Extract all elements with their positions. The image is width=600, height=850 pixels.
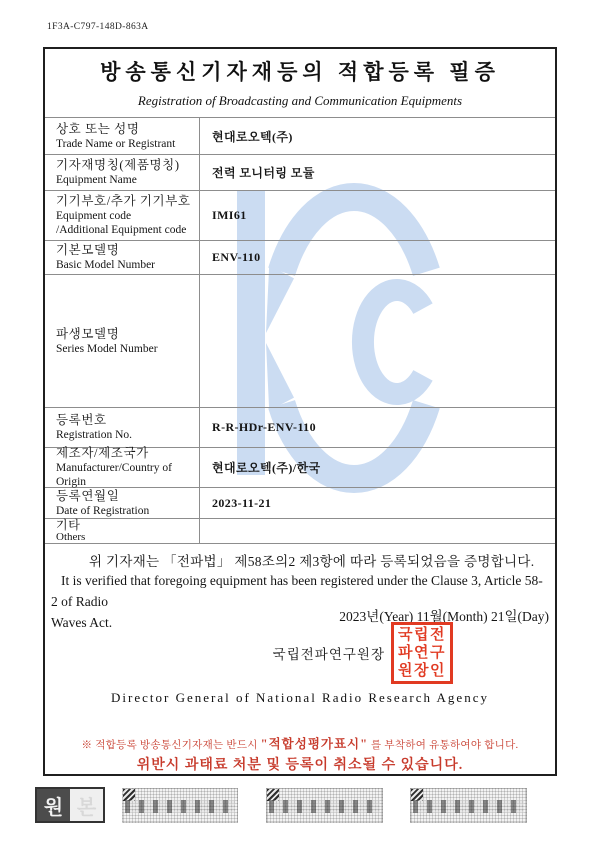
field-value: 현대로오텍(주)/한국 <box>212 461 321 475</box>
notice-line1-suffix: 를 부착하여 유통하여야 합니다. <box>368 740 519 751</box>
compliance-notice <box>45 734 555 774</box>
security-strip <box>122 788 238 823</box>
original-stamp-box <box>35 787 105 823</box>
registration-table <box>45 117 555 544</box>
field-label-en: Basic Model Number <box>56 259 156 272</box>
seal-line: 국립전 <box>398 627 446 643</box>
registration-date-line: 2023년(Year) 11월(Month) 21일(Day) <box>339 609 549 624</box>
field-value: IMI61 <box>212 208 247 222</box>
table-row <box>45 154 555 190</box>
field-label-en: Manufacturer/Country of Origin <box>56 462 172 488</box>
field-label-ko: 등록연월일 <box>56 488 120 503</box>
field-label-cell <box>45 191 200 240</box>
field-label-cell <box>45 448 200 487</box>
security-strip <box>410 788 527 823</box>
field-label-ko: 기본모델명 <box>56 243 120 258</box>
field-value: R-R-HDr-ENV-110 <box>212 420 316 434</box>
field-label-ko: 제조자/제조국가 <box>56 446 149 461</box>
notice-line1-emphasis: "적합성평가표시" <box>260 737 369 751</box>
field-label-en: Date of Registration <box>56 504 150 517</box>
field-value <box>200 275 555 407</box>
field-label-en: Registration No. <box>56 429 133 442</box>
field-value: 2023-11-21 <box>212 495 272 510</box>
field-label-ko: 기타 <box>56 517 81 532</box>
field-value: ENV-110 <box>212 250 261 264</box>
original-stamp-left-char: 원 <box>37 789 70 821</box>
field-label-cell <box>45 408 200 447</box>
table-row <box>45 117 555 154</box>
table-row <box>45 518 555 543</box>
field-label-ko: 상호 또는 성명 <box>56 121 140 136</box>
certificate-frame <box>43 47 557 776</box>
field-label-cell <box>45 241 200 274</box>
field-label-ko: 기자재명칭(제품명칭) <box>56 158 180 173</box>
table-row <box>45 274 555 407</box>
table-row <box>45 407 555 447</box>
official-seal <box>391 622 453 684</box>
table-row <box>45 190 555 240</box>
signature-row <box>273 622 453 684</box>
statement-en-line1: It is verified that foregoing equipment has been registered under the Clause 3, Article 58-2 of Radio <box>51 573 543 609</box>
field-label-cell <box>45 155 200 190</box>
page-subtitle: Registration of Broadcasting and Communication Equipments <box>137 93 463 108</box>
notice-line1-prefix: ※ 적합등록 방송통신기자재는 반드시 <box>81 740 261 751</box>
document-serial-code: 1F3A-C797-148D-863A <box>47 22 149 32</box>
agency-name-ko: 국립전파연구원장 <box>272 647 385 662</box>
field-label-en: Equipment code <box>56 210 132 223</box>
field-label-ko: 파생모델명 <box>56 326 120 341</box>
certification-statement-ko: 위 기자재는 「전파법」 제58조의2 제3항에 따라 등록되었음을 증명합니다. <box>89 554 535 569</box>
field-label-en: Trade Name or Registrant <box>56 137 176 150</box>
table-row <box>45 487 555 518</box>
table-row <box>45 240 555 274</box>
field-label-ko: 등록번호 <box>56 413 107 428</box>
field-label-cell <box>45 488 200 518</box>
notice-line2: 위반시 과태료 처분 및 등록이 취소될 수 있습니다. <box>136 758 464 773</box>
page-title: 방송통신기자재등의 적합등록 필증 <box>100 60 500 84</box>
notice-line1 <box>45 734 555 752</box>
field-label-cell <box>45 519 200 543</box>
field-value <box>200 519 555 543</box>
security-strip <box>266 788 383 823</box>
field-label-en: Equipment Name <box>56 174 137 187</box>
field-label-en2: /Additional Equipment code <box>56 223 187 236</box>
field-label-ko: 기기부호/추가 기기부호 <box>56 194 191 209</box>
field-label-en: Series Model Number <box>56 342 158 355</box>
field-label-cell <box>45 275 200 407</box>
table-row <box>45 447 555 487</box>
statement-en-line2: Waves Act. <box>51 614 113 630</box>
seal-line: 파연구 <box>398 645 446 661</box>
agency-name-en: Director General of National Radio Research Agency <box>111 690 489 705</box>
field-label-cell <box>45 118 200 154</box>
original-stamp-right-char: 본 <box>70 789 103 821</box>
field-value: 현대로오텍(주) <box>212 129 293 144</box>
field-value: 전력 모니터링 모듈 <box>212 166 315 180</box>
field-label-en: Others <box>56 530 86 543</box>
seal-line: 원장인 <box>398 663 446 679</box>
